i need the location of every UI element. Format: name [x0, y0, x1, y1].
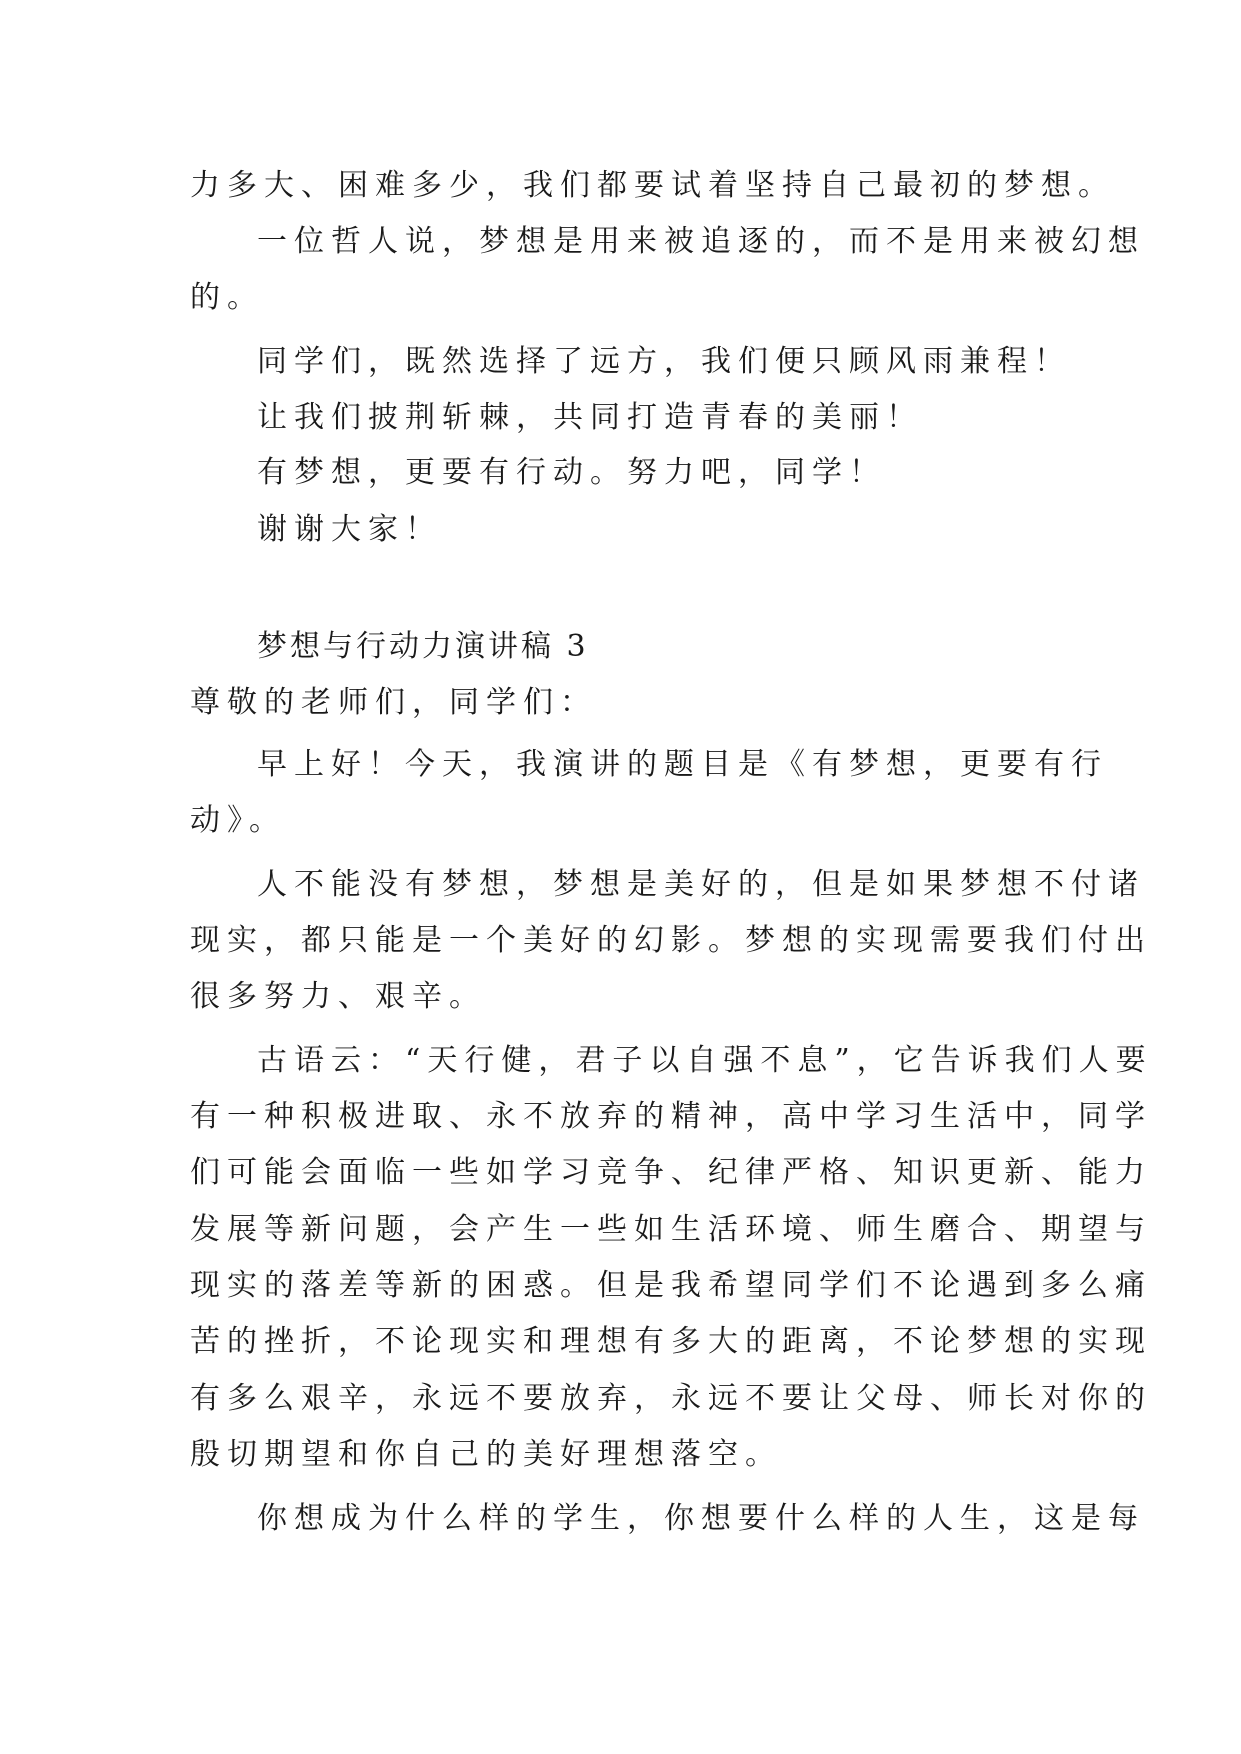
text-line: 现实，都只能是一个美好的幻影。梦想的实现需要我们付出: [190, 923, 1152, 958]
text-line: 同学们，既然选择了远方，我们便只顾风雨兼程！: [257, 344, 1071, 379]
text-line: 殷切期望和你自己的美好理想落空。: [190, 1437, 782, 1472]
text-line: 有一种积极进取、永不放弃的精神，高中学习生活中，同学: [190, 1099, 1152, 1134]
text-line: 古语云：“天行健，君子以自强不息”，它告诉我们人要: [257, 1043, 1153, 1078]
text-line: 苦的挫折，不论现实和理想有多大的距离，不论梦想的实现: [190, 1324, 1152, 1359]
text-line: 动》。: [190, 803, 286, 838]
section-title: 梦想与行动力演讲稿 3: [257, 629, 589, 664]
text-line: 早上好！今天，我演讲的题目是《有梦想，更要有行: [257, 747, 1108, 782]
text-line: 有梦想，更要有行动。努力吧，同学！: [257, 455, 886, 490]
text-line: 谢谢大家！: [257, 512, 442, 547]
text-line: 发展等新问题，会产生一些如生活环境、师生磨合、期望与: [190, 1212, 1152, 1247]
text-line: 们可能会面临一些如学习竞争、纪律严格、知识更新、能力: [190, 1155, 1152, 1190]
text-line: 让我们披荆斩棘，共同打造青春的美丽！: [257, 400, 923, 435]
text-line: 很多努力、艰辛。: [190, 979, 486, 1014]
salutation: 尊敬的老师们，同学们：: [190, 685, 597, 720]
text-line: 现实的落差等新的困惑。但是我希望同学们不论遇到多么痛: [190, 1268, 1152, 1303]
text-line: 力多大、困难多少，我们都要试着坚持自己最初的梦想。: [190, 168, 1115, 203]
text-line: 你想成为什么样的学生，你想要什么样的人生，这是每: [257, 1501, 1145, 1536]
text-line: 有多么艰辛，永远不要放弃，永远不要让父母、师长对你的: [190, 1381, 1152, 1416]
text-line: 人不能没有梦想，梦想是美好的，但是如果梦想不付诸: [257, 867, 1145, 902]
text-line: 一位哲人说，梦想是用来被追逐的，而不是用来被幻想: [257, 224, 1145, 259]
text-line: 的。: [190, 280, 264, 315]
